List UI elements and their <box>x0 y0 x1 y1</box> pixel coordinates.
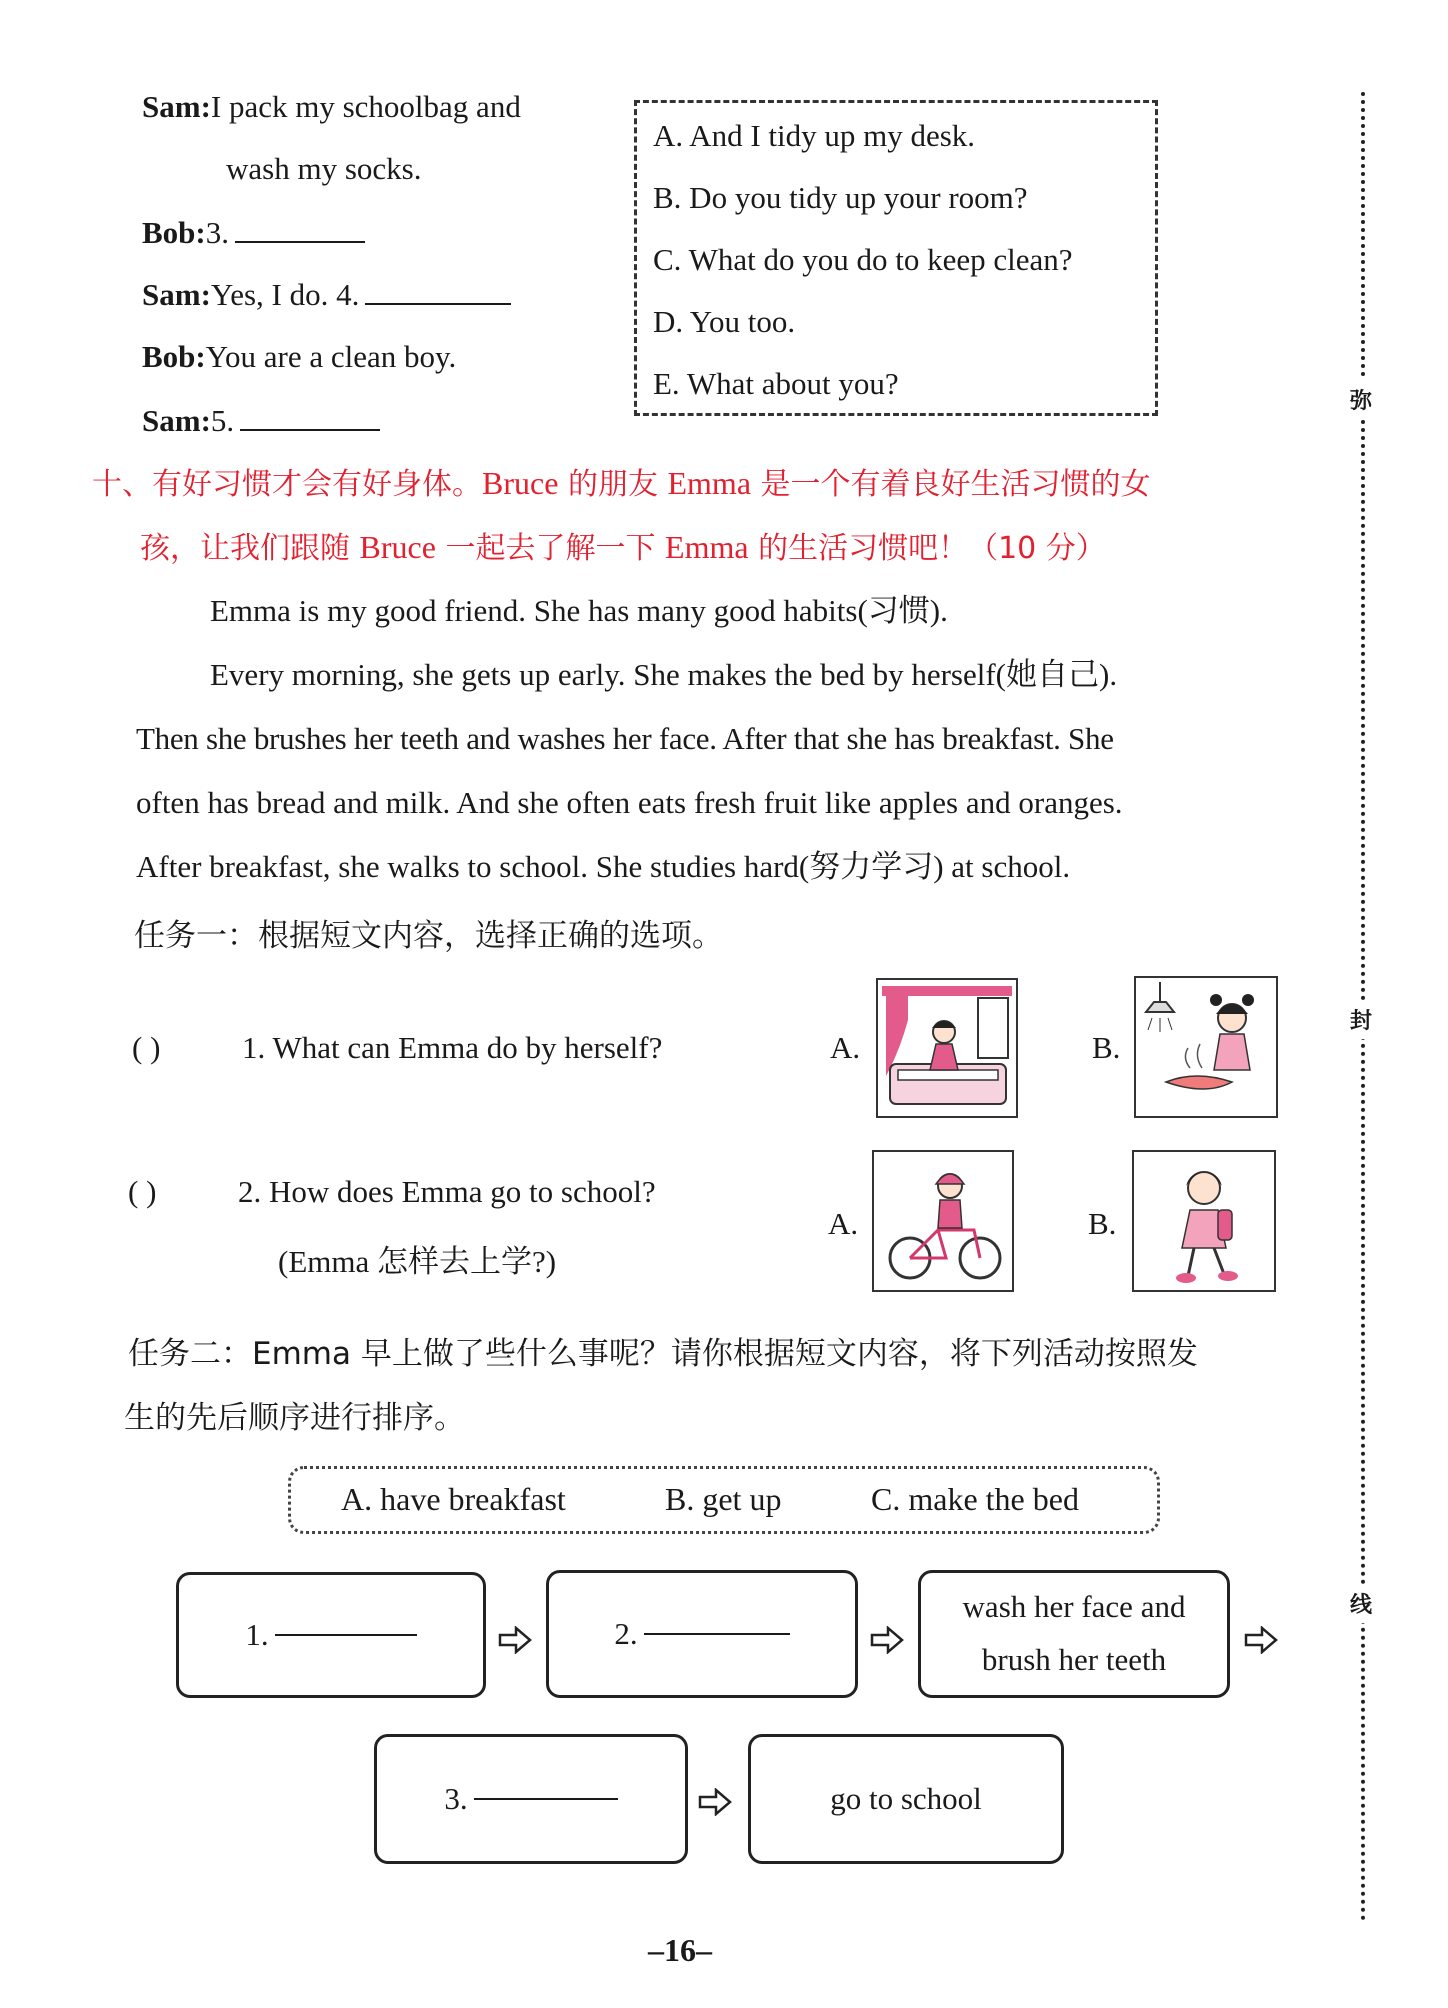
washing-dishes-icon <box>1136 978 1276 1116</box>
page-number: –16– <box>648 1932 712 1968</box>
dialogue-line-4: Sam:Yes, I do. 4. <box>142 276 511 313</box>
passage-line-1: Emma is my good friend. She has many good habits(习惯). <box>210 593 948 628</box>
making-bed-icon <box>878 980 1016 1116</box>
sequence-step-fixed-wash: wash her face and brush her teeth <box>918 1570 1230 1698</box>
seal-char-xian: 线 <box>1348 1584 1374 1623</box>
q2-option-a-label: A. <box>828 1206 859 1241</box>
sequence-blank-1[interactable] <box>275 1634 417 1636</box>
riding-bike-icon <box>874 1152 1012 1290</box>
q2-translation: (Emma 怎样去上学?) <box>278 1244 557 1279</box>
q1-option-a-image[interactable] <box>876 978 1018 1118</box>
sequence-blank-2[interactable] <box>644 1633 790 1635</box>
q1-question: 1. What can Emma do by herself? <box>242 1030 663 1065</box>
passage-line-3: Then she brushes her teeth and washes her face. After that she has breakfast. She <box>136 721 1114 756</box>
passage-line-4: often has bread and milk. And she often eats fresh fruit like apples and oranges. <box>136 785 1123 820</box>
dialogue-line-6: Sam:5. <box>142 402 380 439</box>
seal-char-mi: 弥 <box>1348 380 1374 419</box>
sequence-step-1[interactable]: 1. <box>176 1572 486 1698</box>
options-box <box>634 100 1158 416</box>
choice-b: B. get up <box>665 1481 782 1517</box>
answer-blank-3[interactable] <box>235 241 365 243</box>
arrow-right-icon <box>1244 1626 1278 1654</box>
section-heading-line-2: 孩，让我们跟随 Bruce 一起去了解一下 Emma 的生活习惯吧！（10 分） <box>140 529 1106 566</box>
arrow-right-icon <box>870 1626 904 1654</box>
sequence-step-fixed-school: go to school <box>748 1734 1064 1864</box>
q2-question: 2. How does Emma go to school? <box>238 1174 656 1209</box>
dialogue-line-3: Bob:3. <box>142 214 365 251</box>
seal-char-feng: 封 <box>1348 1000 1374 1039</box>
task2-title-line-1: 任务二：Emma 早上做了些什么事呢？请你根据短文内容，将下列活动按照发 <box>128 1336 1198 1372</box>
q1-answer-paren[interactable]: ( ) <box>132 1030 161 1065</box>
q1-option-a-label: A. <box>830 1030 861 1065</box>
dialogue-line-5: Bob:You are a clean boy. <box>142 339 457 374</box>
option-b: B. Do you tidy up your room? <box>653 180 1028 215</box>
choice-c: C. make the bed <box>871 1481 1079 1517</box>
q2-option-b-label: B. <box>1088 1206 1117 1241</box>
choice-a: A. have breakfast <box>341 1481 566 1517</box>
sequence-step-3[interactable]: 3. <box>374 1734 688 1864</box>
q1-option-b-label: B. <box>1092 1030 1121 1065</box>
arrow-right-icon <box>698 1788 732 1816</box>
passage-line-5: After breakfast, she walks to school. She studies hard(努力学习) at school. <box>136 849 1071 884</box>
option-d: D. You too. <box>653 304 796 339</box>
task1-title: 任务一：根据短文内容，选择正确的选项。 <box>134 918 723 954</box>
answer-blank-5[interactable] <box>240 429 380 431</box>
dialogue-line-2: wash my socks. <box>226 151 422 186</box>
answer-blank-4[interactable] <box>365 303 511 305</box>
q2-option-a-image[interactable] <box>872 1150 1014 1292</box>
q1-option-b-image[interactable] <box>1134 976 1278 1118</box>
arrow-right-icon <box>498 1626 532 1654</box>
option-e: E. What about you? <box>653 366 899 401</box>
passage-line-2: Every morning, she gets up early. She makes the bed by herself(她自己). <box>210 657 1118 692</box>
dialogue-line-1: Sam:I pack my schoolbag and <box>142 89 521 124</box>
option-a: A. And I tidy up my desk. <box>653 118 976 153</box>
task2-title-line-2: 生的先后顺序进行排序。 <box>124 1400 465 1436</box>
walking-icon <box>1134 1152 1274 1290</box>
sequence-blank-3[interactable] <box>474 1798 618 1800</box>
option-c: C. What do you do to keep clean? <box>653 242 1073 277</box>
q2-answer-paren[interactable]: ( ) <box>128 1174 157 1209</box>
q2-option-b-image[interactable] <box>1132 1150 1276 1292</box>
word-bank <box>288 1466 1160 1534</box>
sequence-step-2[interactable]: 2. <box>546 1570 858 1698</box>
section-heading-line-1: 十、有好习惯才会有好身体。Bruce 的朋友 Emma 是一个有着良好生活习惯的女 <box>92 465 1151 502</box>
